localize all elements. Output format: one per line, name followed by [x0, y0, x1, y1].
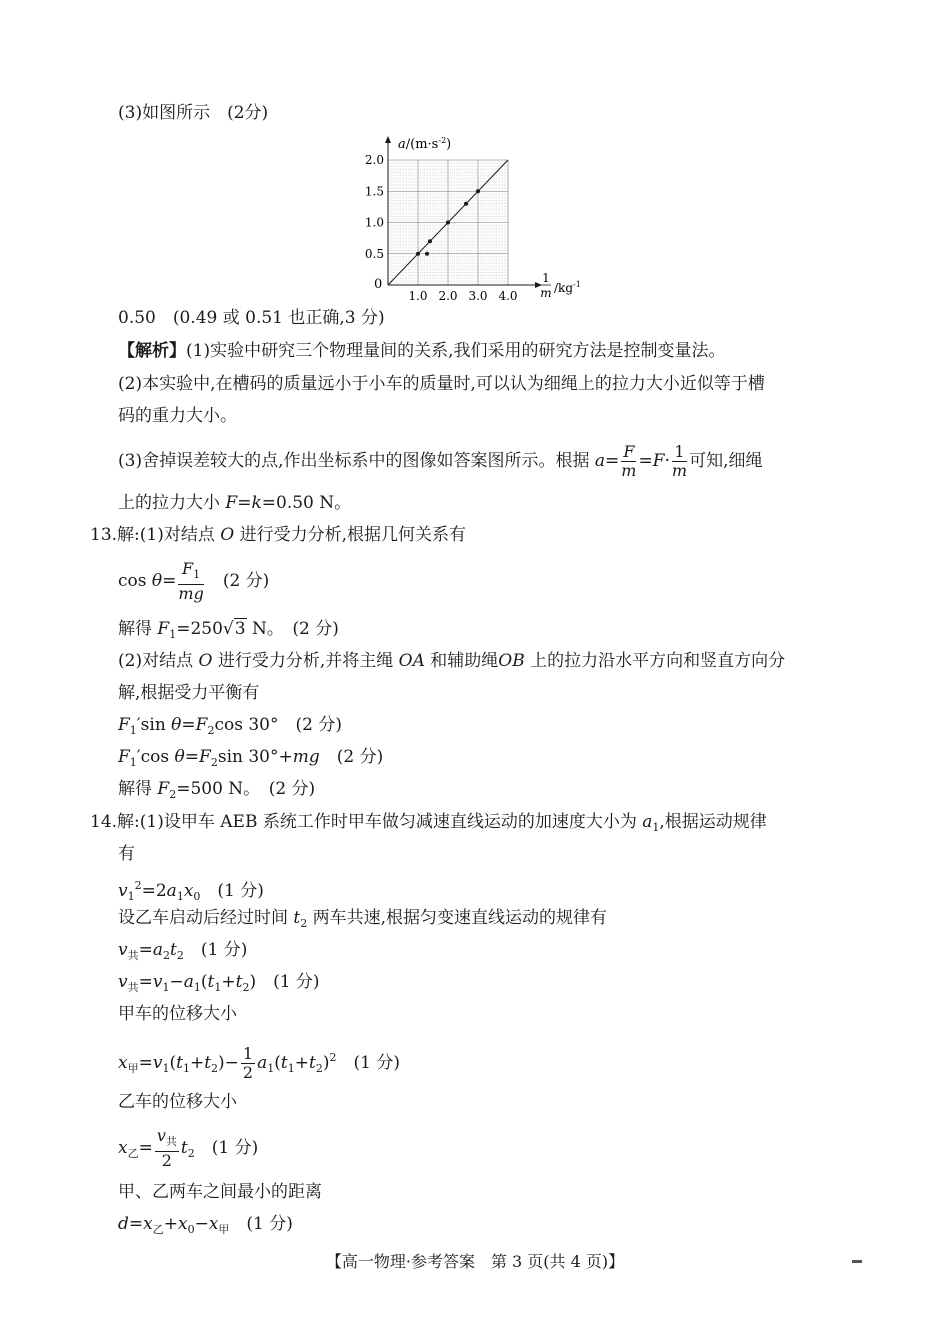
- q14-intro: 14.解:(1)设甲车 AEB 系统工作时甲车做匀减速直线运动的加速度大小为 $a_1$,根据运动规律: [90, 812, 767, 834]
- q13-intro-rest: 进行受力分析,根据几何关系有: [239, 525, 467, 545]
- corner-mark: [852, 1260, 862, 1263]
- analysis-p3a: (3)舍掉误差较大的点,作出坐标系中的图像如答案图所示。根据 a= $\frac{F}{m}$ =F· $\frac{1}{m}$ 可知,细绳: [118, 442, 763, 480]
- page-footer: 【高一物理·参考答案 第 3 页(共 4 页)】: [325, 1252, 625, 1271]
- q13-intro-text: 解:(1)对结点: [117, 525, 215, 545]
- analysis-tag: 【解析】: [118, 341, 186, 361]
- q14-number: 14.: [90, 812, 118, 832]
- q13-f2: 解得 $F_2=500$ N。 (2 分): [118, 779, 316, 801]
- q14-eq1: $v_1^2=2a_1x_0$ (1 分): [118, 879, 264, 903]
- q14-intro-text: 解:(1)设甲车 AEB 系统工作时甲车做匀减速直线运动的加速度大小为: [117, 812, 637, 832]
- q13-p2b: 解,根据受力平衡有: [118, 683, 260, 703]
- x-axis-unit: /kg: [554, 281, 573, 295]
- q13-eq1: cos θ= $\frac{F_1}{mg}$ (2 分): [118, 559, 270, 603]
- q14-jia-disp: 甲车的位移大小: [118, 1004, 237, 1024]
- acceleration-chart: [330, 130, 600, 305]
- analysis-p3b-text: 上的拉力大小: [118, 493, 220, 513]
- q13-p2a-mid2: 和辅助绳: [430, 651, 499, 671]
- q13-eq2-score: (2 分): [295, 715, 342, 735]
- q14-eq1-score: (1 分): [217, 881, 264, 901]
- origin-label: 0: [374, 277, 383, 292]
- q13-eq3: $F_1'\cos$ $\theta=F_2\sin$ 30°+mg (2 分): [118, 747, 384, 769]
- y-axis-label: $a/(m\cdot s^{-2})$: [398, 136, 452, 152]
- y-tick-label: 2.0: [364, 153, 384, 167]
- x-axis-label-unit: [554, 280, 581, 295]
- q13-eq3-score: (2 分): [336, 747, 384, 767]
- sub-gong-1: 共: [127, 949, 139, 962]
- x-tick-label: 4.0: [498, 289, 518, 303]
- q14-intro-post: ,根据运动规律: [659, 812, 767, 832]
- y-tick-label: 1.0: [364, 215, 384, 230]
- q13-eq1-score: (2 分): [222, 571, 270, 591]
- q14-eq5-score: (1 分): [211, 1138, 259, 1158]
- q14-eq3-score: (1 分): [273, 972, 320, 992]
- q13-f2-score: (2 分): [268, 779, 316, 799]
- q13-p2a: (2)对结点 O 进行受力分析,并将主绳 OA 和辅助绳OB 上的拉力沿水平方向和竖直方向分: [118, 651, 786, 671]
- x-axis-label-num: 1: [542, 271, 550, 285]
- q14-eq4: $x_甲=v_1(t_1+t_2)-$ $\frac{1}{2}$ $a_1(t_1+t_2)^2$ (1 分): [118, 1044, 400, 1082]
- q14-eq2: $v_共=a_2t_2$ (1 分): [118, 940, 248, 962]
- analysis-p3b-val: =0.50 N。: [261, 493, 352, 513]
- sub-gong-2: 共: [127, 981, 139, 994]
- sub-jia-1: 甲: [127, 1062, 139, 1075]
- analysis-p2b: 码的重力大小。: [118, 406, 237, 426]
- q14-eq3: $v_共=v_1-a_1(t_1+t_2)$ (1 分): [118, 972, 320, 994]
- sub-gong-3: 共: [165, 1135, 177, 1148]
- y-tick-label: 1.5: [364, 184, 384, 199]
- x-tick-label: 1.0: [408, 289, 428, 303]
- q13-f2-val: =500 N。: [176, 779, 252, 799]
- part3-heading: (3)如图所示 (2分): [118, 103, 269, 123]
- q13-f1-score: (2 分): [292, 619, 339, 639]
- sub-yi-2: 乙: [152, 1223, 164, 1236]
- part3-answer: [118, 306, 385, 330]
- q13-number: 13.: [90, 525, 118, 545]
- analysis-p3b: 上的拉力大小 F=k=0.50 N。: [118, 493, 352, 513]
- q13-solve-1: 解得: [118, 619, 152, 639]
- analysis-p1-text: (1)实验中研究三个物理量间的关系,我们采用的研究方法是控制变量法。: [186, 341, 726, 361]
- analysis-p3a-post: 可知,细绳: [689, 451, 763, 471]
- data-point: [416, 252, 420, 256]
- answer-note: (0.49 或 0.51 也正确,3 分): [172, 308, 385, 328]
- y-axis-exp: -2: [438, 136, 447, 145]
- q14-eq4-score: (1 分): [353, 1053, 400, 1073]
- q14-line-b-post: 两车共速,根据匀变速直线运动的规律有: [312, 908, 608, 928]
- y-axis-arrow: [385, 136, 391, 143]
- data-point: [446, 221, 450, 225]
- q14-eq5: $x_乙=$ $\frac{v_共}{2}$ $t_2$ (1 分): [118, 1126, 259, 1170]
- analysis-p1: [118, 339, 725, 363]
- data-point: [425, 252, 429, 256]
- q13-eq2: $F_1'\sin$ $\theta=F_2\cos$ 30° (2 分): [118, 715, 342, 737]
- q13-f1-rad: 3: [234, 619, 246, 639]
- q14-line-b-text: 设乙车启动后经过时间: [118, 908, 288, 928]
- q13-p2a-mid1: 进行受力分析,并将主绳: [217, 651, 394, 671]
- q14-eq6-score: (1 分): [246, 1214, 293, 1234]
- sub-jia-2: 甲: [218, 1223, 230, 1236]
- x-tick-label: 3.0: [468, 289, 488, 303]
- formula-f-over-m: $\frac{F}{m}$: [621, 442, 637, 480]
- q13-p2a-post: 上的拉力沿水平方向和竖直方向分: [530, 651, 786, 671]
- data-point: [464, 202, 468, 206]
- analysis-p3a-pre: (3)舍掉误差较大的点,作出坐标系中的图像如答案图所示。根据: [118, 451, 590, 471]
- q13-intro: 13.解:(1)对结点 O 进行受力分析,根据几何关系有: [90, 525, 467, 545]
- q13-p2a-pre: (2)对结点: [118, 651, 194, 671]
- q14-yi-disp: 乙车的位移大小: [118, 1092, 237, 1112]
- data-point: [428, 239, 432, 243]
- formula-one-over-m: $\frac{1}{m}$: [671, 442, 688, 480]
- q14-intro2: 有: [118, 844, 135, 864]
- chart-axes: [385, 136, 542, 288]
- sub-yi-1: 乙: [127, 1147, 139, 1160]
- y-axis-var: a: [398, 137, 406, 152]
- q13-f1: 解得 $F_1=250√3$ N。 (2 分): [118, 619, 339, 641]
- q14-line-b: 设乙车启动后经过时间 $t_2$ 两车共速,根据匀变速直线运动的规律有: [118, 908, 608, 930]
- q13-solve-2: 解得: [118, 779, 152, 799]
- x-tick-label: 2.0: [438, 289, 458, 303]
- q13-f1-unit: N。: [246, 619, 276, 639]
- data-point: [476, 189, 480, 193]
- q14-eq2-score: (1 分): [200, 940, 248, 960]
- analysis-p2a: (2)本实验中,在槽码的质量远小于小车的质量时,可以认为细绳上的拉力大小近似等于槽: [118, 374, 765, 394]
- q13-f1-val: =250: [176, 619, 223, 639]
- y-tick-label: 0.5: [364, 246, 384, 261]
- x-axis-label-den: m: [540, 286, 552, 300]
- y-axis-unit: /(m·s: [405, 137, 439, 152]
- q14-min-dist: 甲、乙两车之间最小的距离: [118, 1182, 322, 1202]
- q14-eq6: $d=x_乙+x_0-x_甲$ (1 分): [118, 1214, 293, 1236]
- answer-value: 0.50: [118, 308, 156, 328]
- x-axis-exp: -1: [573, 280, 581, 289]
